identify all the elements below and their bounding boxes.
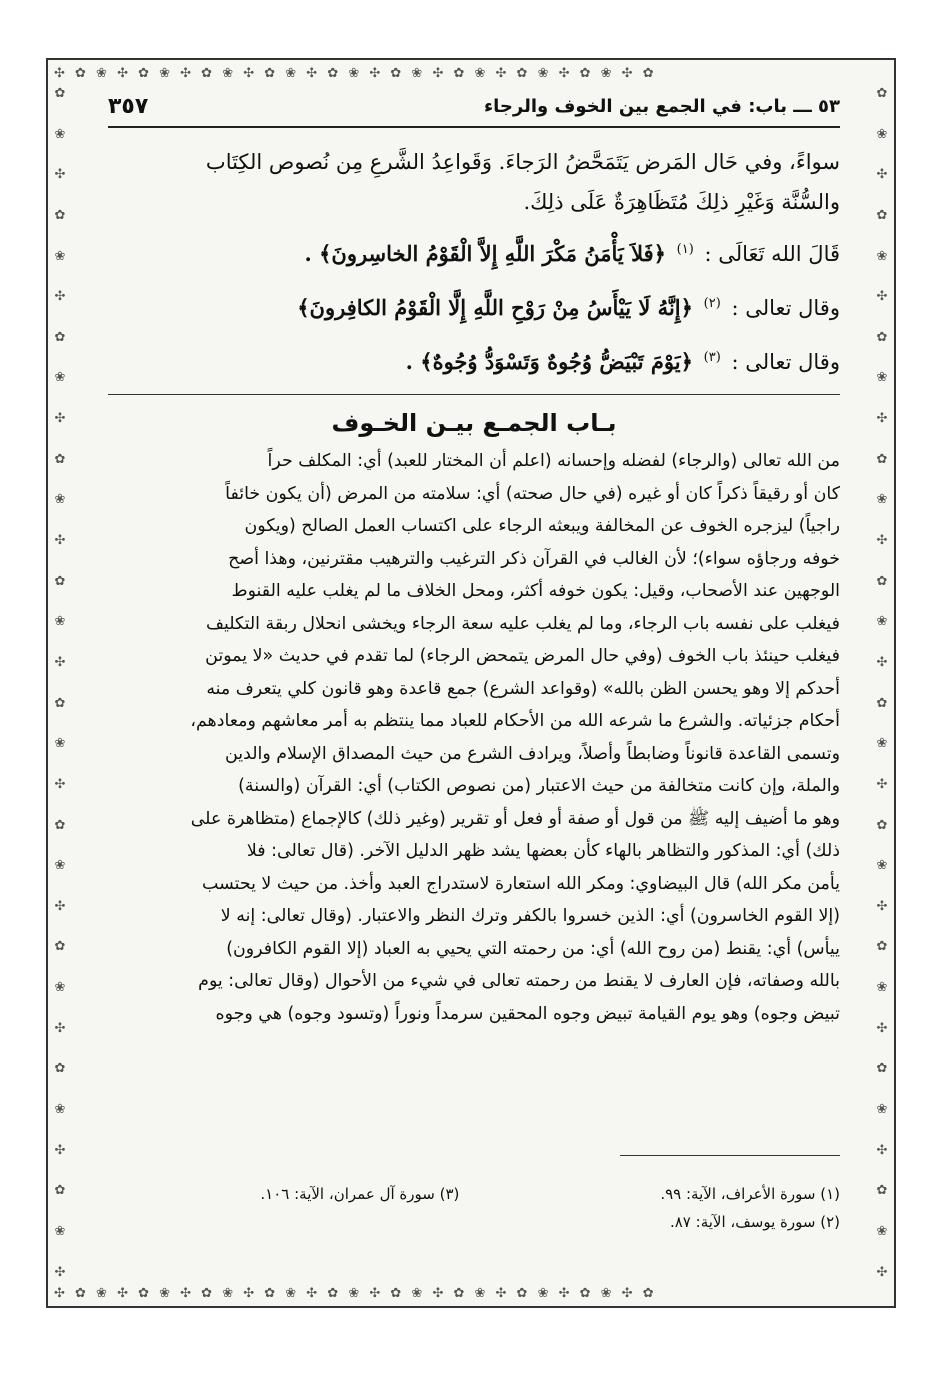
- page-content: [108, 96, 840, 1266]
- commentary-line: فيغلب حينئذ باب الخوف (وفي حال المرض يتمحض الرجاء) لما تقدم في حديث «لا يموتن: [205, 646, 840, 666]
- footnote-row: [108, 1208, 840, 1236]
- commentary-line: راجياً) ليزجره الخوف عن المخالفة ويبعثه الرجاء على اكتساب العمل الصالح (ويكون: [244, 516, 840, 536]
- commentary-line: أحكام جزئياته. والشرع ما شرعه الله من الأحكام للعباد مما ينتظم به أمر معاشهم ومعادهم،: [190, 711, 840, 731]
- commentary-line: أحدكم إلا وهو يحسن الظن بالله» (وقواعد الشرع) جمع قاعدة وهو قانون كلي يتعرف منه: [206, 678, 840, 699]
- matn-text: [108, 142, 840, 222]
- footnote-ref: (٣): [703, 350, 721, 365]
- commentary-line: والملة، وإن كانت متخالفة من حيث الاعتبار (من نصوص الكتاب) أي: القرآن (والسنة): [238, 776, 840, 796]
- commentary-line: وهو ما أضيف إليه ﷺ من قول أو صفة أو فعل أو تقرير (وغير ذلك) كالإجماع (متظاهرة على: [190, 808, 840, 829]
- top-ornament-border: ✣ ✿ ❀ ✣ ✿ ❀ ✣ ✿ ❀ ✣ ✿ ❀ ✣ ✿ ❀ ✣ ✿ ❀ ✣ ✿ ❀ ✣ ✿ ❀ ✣ ✿ ❀ ✣ ✿: [54, 65, 657, 81]
- footnote-2: (٢) سورة يوسف، الآية: ٨٧.: [669, 1213, 840, 1231]
- commentary-line: ذلك) أي: المذكور والتظاهر بالهاء كأن بعضها يشد ظهر الدليل الآخر. (قال تعالى: فلا: [246, 841, 840, 861]
- chapter-running-title: ٥٣ ـــ باب: في الجمع بين الخوف والرجاء: [483, 96, 840, 117]
- verse-text: ﴿إِنَّهُ لَا يَيْأَسُ مِنْ رَوْحِ اللَّهِ إِلَّا الْقَوْمُ الكافِرونَ﴾: [297, 295, 693, 320]
- commentary-line: يأمن مكر الله) قال البيضاوي: ومكر الله استعارة لاستدراج العبد وأخذ. من حيث لا يحتسب: [202, 873, 840, 894]
- commentary-line: الوجهين عند الأصحاب، وقيل: يكون خوفه أكثر، ومحل الخلاف ما لم يغلب عليه القنوط: [231, 581, 840, 601]
- footnote-3: (٣) سورة آل عمران، الآية: ١٠٦.: [260, 1185, 460, 1203]
- commentary-line: خوفه ورجاؤه سواء)؛ لأن الغالب في القرآن ذكر الترغيب والترهيب مقترنين، وهذا أصح: [228, 548, 840, 569]
- page-number: ٣٥٧: [108, 94, 149, 119]
- verse-intro: وقال تعالى :: [731, 350, 840, 374]
- verse-1: [108, 228, 840, 276]
- footnotes: [108, 1180, 840, 1236]
- commentary-line: فيغلب على نفسه باب الرجاء، وما لم يغلب عليه سعة الرجاء ويخشى انحلال ربقة التكليف: [206, 613, 840, 634]
- commentary-line: وتسمى القاعدة قانوناً وضابطاً وأصلاً، ويرادف الشرع من حيث المصداق الإسلام والدين: [225, 743, 840, 764]
- commentary-line: كان أو رقيقاً ذكراً كان أو غيره (في حال صحته) أي: سلامته من المرض (أن يكون خائفاً: [225, 483, 840, 504]
- left-ornament-border: ✿ ❀ ✣ ✿ ❀ ✣ ✿ ❀ ✣ ✿ ❀ ✣ ✿ ❀ ✣ ✿ ❀ ✣ ✿ ❀ ✣ ✿ ❀ ✣ ✿ ❀ ✣ ✿ ❀ ✣: [54, 86, 66, 1280]
- right-ornament-border: ✿ ❀ ✣ ✿ ❀ ✣ ✿ ❀ ✣ ✿ ❀ ✣ ✿ ❀ ✣ ✿ ❀ ✣ ✿ ❀ ✣ ✿ ❀ ✣ ✿ ❀ ✣ ✿ ❀ ✣: [876, 86, 888, 1280]
- commentary-line: من الله تعالى (والرجاء) لفضله وإحسانه (اعلم أن المختار للعبد) أي: المكلف حراً: [267, 451, 840, 471]
- verse-2: [108, 282, 840, 330]
- matn-line: والسُّنَّة وَغَيْرِ ذلِكَ مُتَظَاهِرَةٌ عَلَى ذلِكَ.: [523, 190, 840, 214]
- footnote-rule: [620, 1155, 840, 1156]
- footnote-ref: (١): [676, 242, 694, 257]
- commentary-line: ييأس) أي: يقنط (من روح الله) أي: من رحمته التي يحيي به العباد (إلا القوم الكافرون): [226, 938, 840, 959]
- page-frame: [46, 58, 896, 1308]
- verse-text: ﴿يَوْمَ تَبْيَضُّ وُجُوهٌ وَتَسْوَدُّ وُجُوهٌ﴾ .: [405, 349, 693, 374]
- footnote-row: [108, 1180, 840, 1208]
- footnote-ref: (٢): [703, 296, 721, 311]
- running-head: [108, 96, 840, 128]
- verse-intro: قَالَ الله تَعَالَى :: [704, 242, 840, 266]
- footnote-1: (١) سورة الأعراف، الآية: ٩٩.: [660, 1185, 840, 1203]
- section-divider: [108, 394, 840, 395]
- commentary-line: بالله وصفاته، فإن العارف لا يقنط من رحمته تعالى في شيء من الأحوال (وقال تعالى: يوم: [198, 971, 840, 991]
- commentary-text: [108, 445, 840, 1030]
- matn-line: سواءً، وفي حَال المَرض يَتَمَحَّضُ الرَجاءَ. وَقَواعِدُ الشَّرعِ مِن نُصوص الكِتَاب: [205, 150, 840, 174]
- verse-intro: وقال تعالى :: [731, 296, 840, 320]
- bottom-ornament-border: ✣ ✿ ❀ ✣ ✿ ❀ ✣ ✿ ❀ ✣ ✿ ❀ ✣ ✿ ❀ ✣ ✿ ❀ ✣ ✿ ❀ ✣ ✿ ❀ ✣ ✿ ❀ ✣ ✿: [54, 1285, 657, 1301]
- commentary-line: تبيض وجوه) وهو يوم القيامة تبيض وجوه المحقين سرمداً ونوراً (وتسود وجوه) هي وجوه: [215, 1003, 840, 1024]
- verse-text: ﴿فَلاَ يَأْمَنُ مَكْرَ اللَّهِ إِلاَّ الْقَوْمُ الخاسِرونَ﴾ .: [304, 241, 666, 266]
- verse-3: [108, 336, 840, 384]
- commentary-line: (إلا القوم الخاسرون) أي: الذين خسروا بالكفر وترك النظر والاعتبار. (وقال تعالى: إنه لا: [220, 906, 840, 926]
- chapter-title: بـاب الجمـع بيـن الخـوف: [331, 409, 617, 437]
